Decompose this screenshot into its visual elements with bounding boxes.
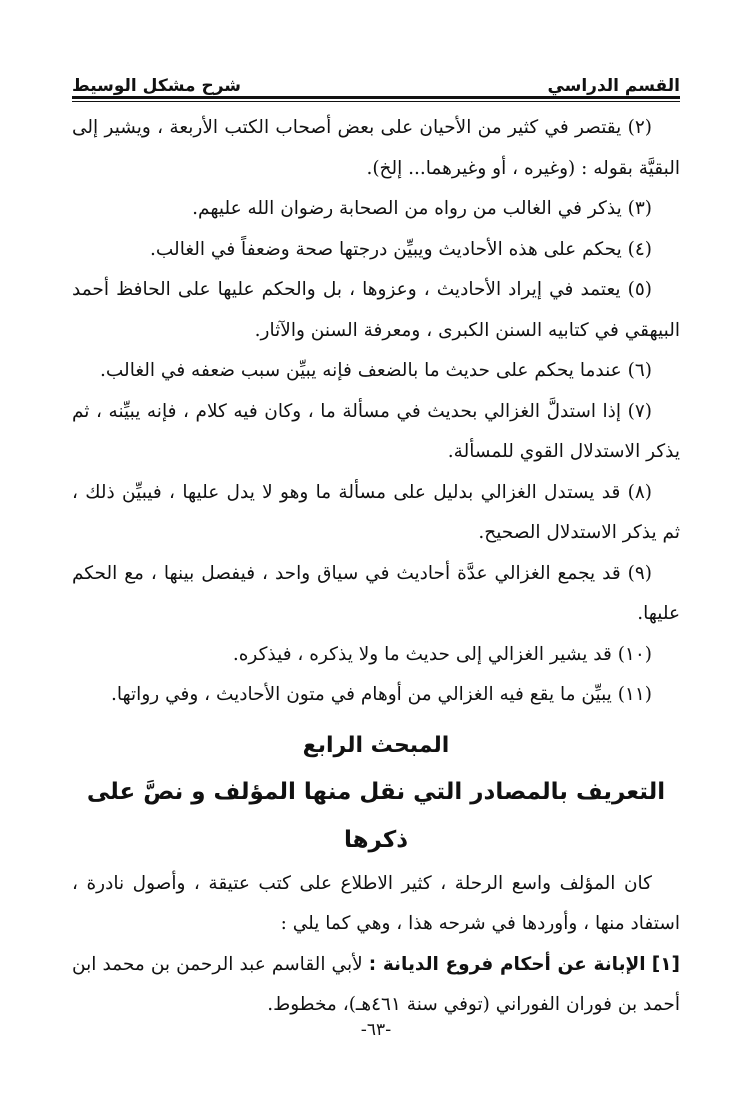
- item-number: (٢): [627, 117, 652, 138]
- page-number: -٦٣-: [360, 1020, 392, 1040]
- item-number: (٣): [627, 198, 652, 219]
- list-item: [72, 108, 680, 189]
- running-header: [72, 60, 680, 96]
- source-title: الإبانة عن أحكام فروع الديانة :: [368, 953, 646, 975]
- item-number: (١٠): [617, 643, 652, 665]
- item-number: (٩): [627, 562, 652, 584]
- body-text: [72, 108, 680, 1026]
- list-item: [72, 189, 680, 230]
- source-number: [١]: [651, 953, 680, 975]
- item-text: يعتمد في إيراد الأحاديث ، وعزوها ، بل والحكم عليها على الحافظ أحمد البيهقي في كتابيه السنن الكبرى ، ومعرفة السنن والآثار.: [72, 279, 680, 341]
- section-title: المبحث الرابع: [302, 732, 450, 758]
- list-item: [72, 270, 680, 351]
- section-intro: كان المؤلف واسع الرحلة ، كثير الاطلاع على كتب عتيقة ، وأصول نادرة ، استفاد منها ، وأوردها في شرحه هذا ، وهي كما يلي :: [72, 872, 680, 934]
- list-item: [72, 635, 680, 676]
- list-item: [72, 675, 680, 716]
- list-item: [72, 351, 680, 392]
- item-text: يذكر في الغالب من رواه من الصحابة رضوان الله عليهم.: [192, 198, 622, 219]
- list-item: [72, 554, 680, 635]
- item-number: (٤): [627, 238, 652, 260]
- item-number: (٨): [627, 481, 652, 503]
- item-text: قد يجمع الغزالي عدَّة أحاديث في سياق واحد ، فيفصل بينها ، مع الحكم عليها.: [72, 562, 680, 624]
- source-text: لأبي القاسم عبد الرحمن بن محمد ابن أحمد بن فوران الفوراني (توفي سنة ٤٦١هـ)، مخطوط.: [72, 953, 680, 1015]
- header-book-title: شرح مشكل الوسيط: [72, 76, 241, 96]
- header-rule: [72, 96, 680, 102]
- header-section-title: القسم الدراسي: [547, 76, 680, 96]
- item-number: (٧): [627, 400, 652, 422]
- item-text: يقتصر في كثير من الأحيان على بعض أصحاب الكتب الأربعة ، ويشير إلى البقيَّة بقوله : (وغيره ، أو وغيرهما... إلخ).: [72, 117, 680, 179]
- section-subtitle: التعريف بالمصادر التي نقل منها المؤلف و نصَّ على ذكرها: [86, 778, 666, 853]
- list-item: [72, 473, 680, 554]
- item-text: عندما يحكم على حديث ما بالضعف فإنه يبيِّن سبب ضعفه في الغالب.: [100, 360, 622, 381]
- list-item: [72, 230, 680, 271]
- item-number: (٥): [627, 279, 652, 300]
- item-text: إذا استدلَّ الغزالي بحديث في مسألة ما ، وكان فيه كلام ، فإنه يبيِّنه ، ثم يذكر الاستدلال القوي للمسألة.: [72, 400, 680, 462]
- item-text: يبيِّن ما يقع فيه الغزالي من أوهام في متون الأحاديث ، وفي رواتها.: [110, 684, 612, 705]
- item-number: (٦): [627, 360, 652, 381]
- source-entry: [72, 945, 680, 1026]
- list-item: [72, 392, 680, 473]
- item-text: قد يستدل الغزالي بدليل على مسألة ما وهو لا يدل عليها ، فيبيِّن ذلك ، ثم يذكر الاستدلال الصحيح.: [72, 481, 680, 543]
- item-number: (١١): [617, 684, 652, 705]
- item-text: قد يشير الغزالي إلى حديث ما ولا يذكره ، فيذكره.: [232, 643, 612, 665]
- item-text: يحكم على هذه الأحاديث ويبيِّن درجتها صحة وضعفاً في الغالب.: [150, 238, 622, 260]
